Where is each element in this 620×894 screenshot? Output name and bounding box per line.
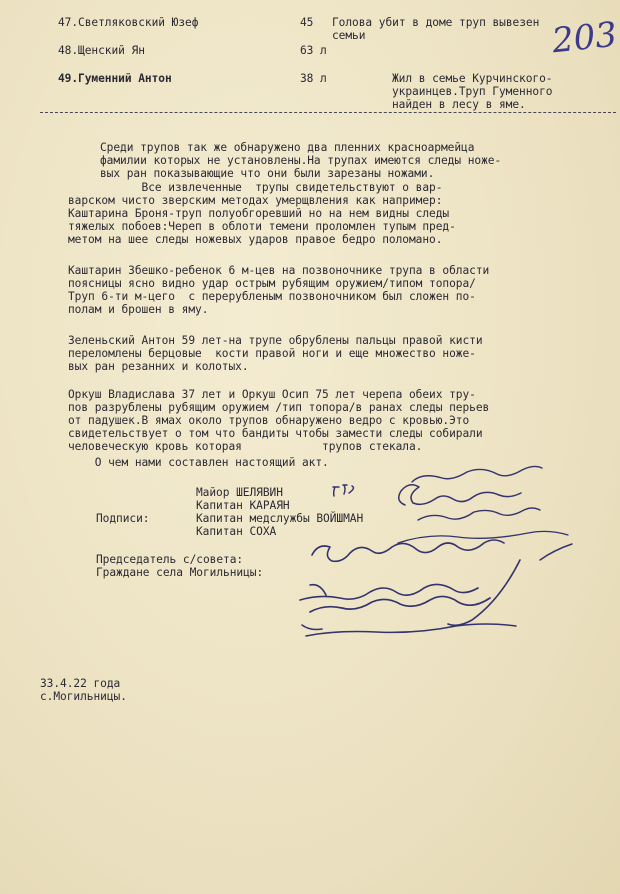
page-number: 203 [550,14,619,62]
officer-signatory: Капитан СОХА [196,525,277,538]
paragraph-child: Каштарин Збешко-ребенок 6 м-цев на позвоночнике трупа в области поясницы ясно видно удар острым рубящим оружием/типом топора/ Труп 6-ти м-цего с перерубленым позвоночником был сложен по- полам и брошен в яму. [68,264,490,316]
table-row-name: 49.Гуменний Антон [58,72,172,85]
paragraph-methods: Все извлеченные трупы свидетельствуют о вар- варском чисто зверским методах умерщвления как например: Каштарина Броня-труп полуобгоревший но на нем видны следы тяжелых побоев:Череп в облоти темени проломлен тупым пред- метом на шее следы ножевых ударов правое бедро поломано. [68,181,456,246]
table-row-age: 38 л [300,72,327,85]
table-row-age: 63 л [300,44,327,57]
paragraph-orkush: Оркуш Владислава 37 лет и Оркуш Осип 75 лет черепа обеих тру- пов разрублены рубящим оружием /тип топора/в ранах следы перьев от падушек.В ямах около трупов обнаружено ведро с кровью.Это свидетельствует о том что бандиты чтобы замести следы собирали человеческую кровь которая трупов стекала. [68,388,490,453]
footer-date: 33.4.22 года [40,677,121,690]
officer-signatory: Капитан медслужбы ВОЙШМАН [196,512,364,525]
officer-signatory: Майор ШЕЛЯВИН [196,486,283,499]
table-row-note: Жил в семье Курчинского- украинцев.Труп Гуменного найден в лесу в яме. [392,72,553,111]
table-row-name: 47.Светляковский Юзеф [58,16,199,29]
paragraph-zelenski: Зеленьский Антон 59 лет-на трупе обрублены пальцы правой кисти переломлены берцовые кости правой ноги и еще множество ноже- вых ран резанних и колотых. [68,334,483,373]
signatures-label: Подписи: [96,512,150,525]
chair-label: Председатель с/совета: [96,553,244,566]
table-row-name: 48.Щенский Ян [58,44,145,57]
footer-place: с.Могильницы. [40,690,127,703]
paragraph-captives: Среди трупов так же обнаружено два пленних красноармейца фамилии которых не установлены.На трупах имеются следы ноже- вых ран показывающие что они были зарезаны ножами. [100,141,502,180]
citizens-label: Граждане села Могильницы: [96,566,264,579]
officer-signatory: Капитан КАРАЯН [196,499,290,512]
table-row-age: 45 [300,16,314,29]
table-row-note: Голова убит в доме труп вывезен семьи [332,16,540,42]
paragraph-closing: О чем нами составлен настоящий акт. [68,456,329,469]
